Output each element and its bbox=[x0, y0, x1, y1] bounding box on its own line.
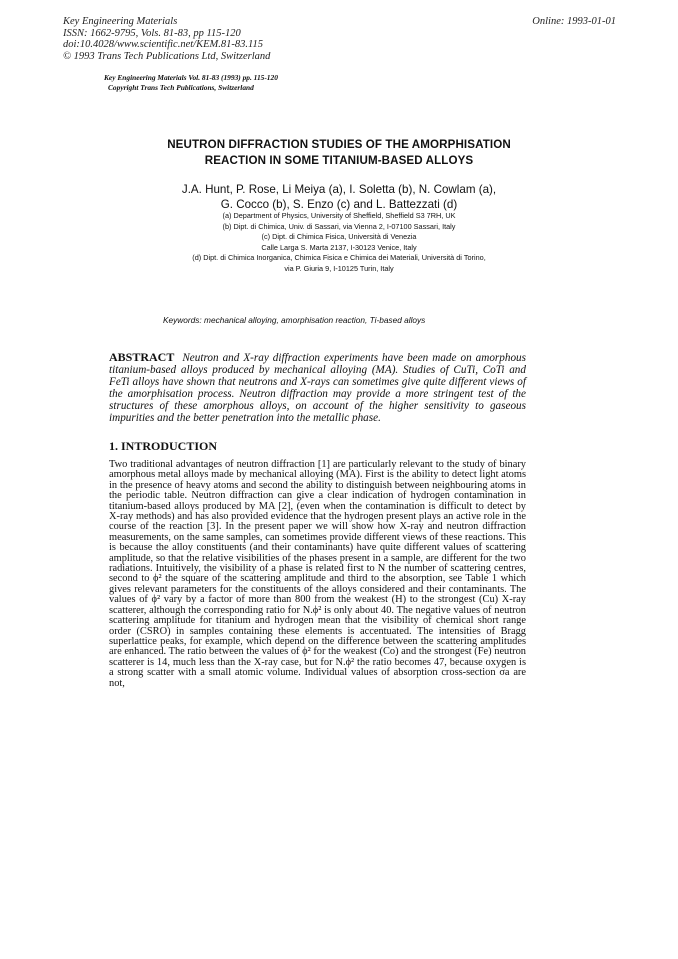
affiliation-line: (d) Dipt. di Chimica Inorganica, Chimica Fisica e Chimica dei Materiali, Università di Torino, bbox=[192, 253, 486, 262]
author-list bbox=[80, 183, 598, 212]
section-heading: 1. INTRODUCTION bbox=[109, 439, 218, 453]
affiliation-line: (a) Department of Physics, University of Sheffield, Sheffield S3 7RH, UK bbox=[222, 211, 456, 220]
affiliation-line: (b) Dipt. di Chimica, Univ. di Sassari, via Vienna 2, I-07100 Sassari, Italy bbox=[222, 221, 456, 231]
affiliation-line: Calle Larga S. Marta 2137, I-30123 Venice, Italy bbox=[261, 242, 417, 252]
authors-line: G. Cocco (b), S. Enzo (c) and L. Battezzati (d) bbox=[220, 197, 458, 211]
title-line: REACTION IN SOME TITANIUM-BASED ALLOYS bbox=[204, 153, 474, 167]
introduction-body bbox=[109, 460, 526, 689]
journal-name: Key Engineering Materials bbox=[63, 16, 178, 27]
journal-ref-line: Key Engineering Materials Vol. 81-83 (1993) pp. 115-120 bbox=[104, 73, 278, 82]
copyright-line: © 1993 Trans Tech Publications Ltd, Switzerland bbox=[63, 50, 271, 62]
affiliation-line: via P. Giuria 9, I-10125 Turin, Italy bbox=[284, 263, 394, 273]
keywords: Keywords: mechanical alloying, amorphisation reaction, Ti-based alloys bbox=[163, 315, 426, 325]
publication-metadata bbox=[63, 16, 270, 62]
journal-reference bbox=[104, 73, 278, 93]
paper-title bbox=[80, 137, 598, 168]
title-line: NEUTRON DIFFRACTION STUDIES OF THE AMORPHISATION bbox=[167, 138, 511, 151]
doi-line[interactable]: doi:10.4028/www.scientific.net/KEM.81-83.115 bbox=[63, 39, 263, 51]
abstract bbox=[109, 352, 526, 424]
affiliation-line: (c) Dipt. di Chimica Fisica, Università di Venezia bbox=[261, 232, 417, 241]
affiliations bbox=[80, 211, 598, 274]
issn-line: ISSN: 1662-9795, Vols. 81-83, pp 115-120 bbox=[63, 27, 241, 39]
authors-line: J.A. Hunt, P. Rose, Li Meiya (a), I. Soletta (b), N. Cowlam (a), bbox=[181, 183, 497, 196]
intro-paragraph: Two traditional advantages of neutron diffraction [1] are particularly relevant to the study of binary amorphous metal alloys made by mechanical alloying (MA). First is the ability to detect light atoms in the presence of heavy atoms and second the ability to distinguish between neighbouring atoms in the periodic table. Neutron diffraction can give a clear indication of hydrogen contamination in titanium-based alloys produced by MA [2], (even when the contamination is difficult to detect by X-ray methods) and has also provided evidence that the hydrogen present plays an active role in the course of the reaction [3]. In the present paper we will show how X-ray and neutron diffraction measurements, on the same samples, can sometimes provide different views of these reactions. This is because the alloy constituents (and their contaminants) have quite different values of scattering amplitude, so that the relative visibilities of the phases present in a sample, are different for the two radiations. Intuitively, the visibility of a phase is related first to N the number of scattering centres, second to ϕ² the square of the scattering amplitude and third to the absorption, see Table 1 which gives relevant parameters for the constituents of the alloys considered and their contaminants. The values of ϕ² vary by a factor of more than 800 from the weakest (H) to the strongest (Cu) X-ray scatterer, although the corresponding ratio for N.ϕ² is only about 40. The negative values of neutron scattering amplitude for titanium and hydrogen mean that the visibility of chemical short range order (CSRO) in samples containing these elements is accentuated. The intensities of Bragg superlattice peaks, for example, which depend on the difference between the scattering amplitudes are enhanced. The ratio between the values of ϕ² for the weakest (Co) and the strongest (Fe) neutron scatterer is 14, much less than the X-ray case, but for N.ϕ² the ratio becomes 47, because oxygen is a strong scatter with a small atomic volume. Individual values of absorption cross-section σa are not, bbox=[109, 459, 526, 689]
abstract-label: ABSTRACT bbox=[109, 350, 175, 364]
journal-copyright-line: Copyright Trans Tech Publications, Switzerland bbox=[108, 83, 254, 92]
abstract-text: Neutron and X-ray diffraction experiments have been made on amorphous titanium-based alloys produced by mechanical alloying (MA). Studies of CuTi, CoTi and FeTi alloys have shown that neutrons and X-rays can sometimes give quite different views of the amorphisation process. Neutron diffraction may provide a more stringent test of the structures of these amorphous alloys, on account of the higher sensitivity to gaseous impurities and the better penetration into the metallic phase. bbox=[109, 352, 526, 424]
online-date: Online: 1993-01-01 bbox=[532, 16, 616, 27]
